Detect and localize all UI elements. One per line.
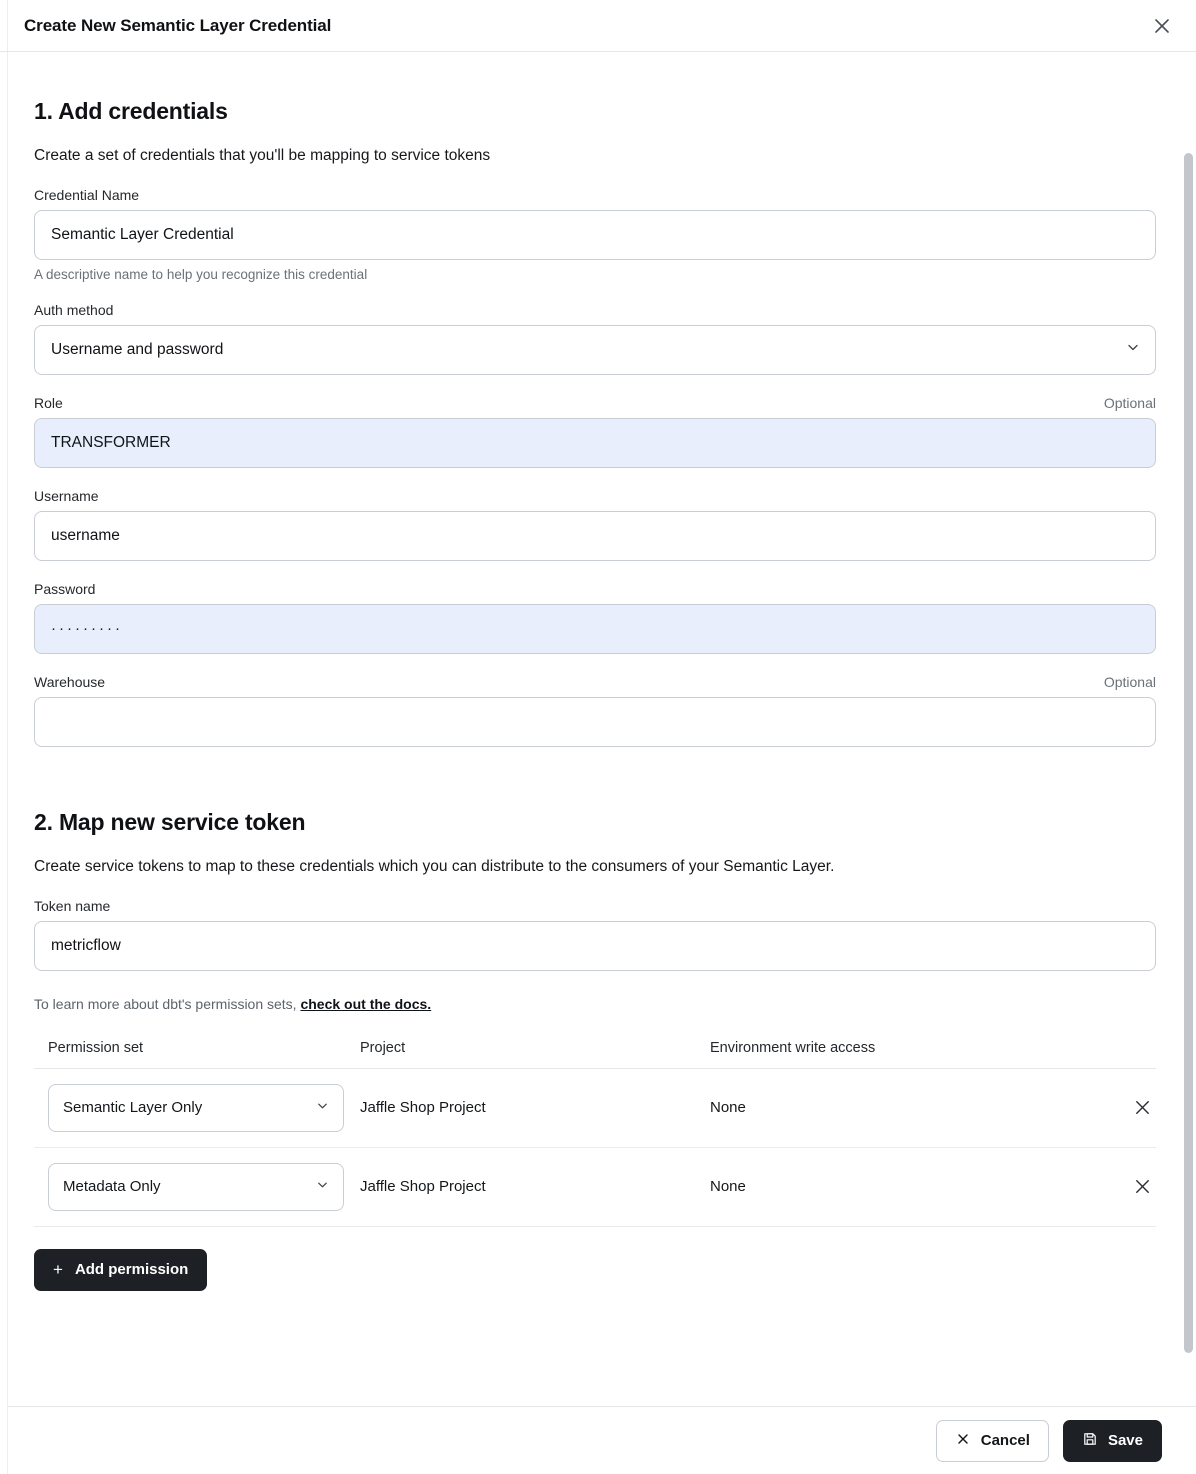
credential-name-label: Credential Name <box>34 186 140 203</box>
project-cell-row-2: Jaffle Shop Project <box>360 1147 710 1226</box>
password-label: Password <box>34 580 96 597</box>
remove-permission-row-1[interactable] <box>1128 1094 1156 1122</box>
table-row <box>34 1147 1156 1226</box>
modal-body <box>0 52 1196 1406</box>
env-access-cell-row-2: None <box>710 1147 1076 1226</box>
credential-name-input[interactable]: Semantic Layer Credential <box>34 210 1156 260</box>
chevron-down-icon <box>316 1178 329 1195</box>
chevron-down-icon <box>316 1099 329 1116</box>
password-input[interactable]: ········· <box>34 604 1156 654</box>
role-field <box>34 395 1156 468</box>
plus-icon: + <box>53 1259 63 1279</box>
save-label: Save <box>1107 1432 1143 1449</box>
column-header-environment-write-access: Environment write access <box>710 1030 1076 1069</box>
remove-permission-row-2[interactable] <box>1128 1173 1156 1201</box>
env-access-cell-row-1: None <box>710 1068 1076 1147</box>
token-name-field <box>34 898 1156 971</box>
permission-set-select-row-2[interactable] <box>48 1163 344 1211</box>
cancel-button[interactable] <box>936 1420 1049 1462</box>
close-icon <box>955 1431 971 1451</box>
warehouse-optional-tag: Optional <box>1103 673 1156 690</box>
section-1-heading: 1. Add credentials <box>34 98 228 124</box>
scrollbar-track[interactable] <box>1184 105 1193 1337</box>
section-2-description: Create service tokens to map to these credentials which you can distribute to the consumers of your Semantic Layer. <box>34 857 835 875</box>
username-field <box>34 488 1156 561</box>
token-name-input[interactable]: metricflow <box>34 921 1156 971</box>
column-header-project: Project <box>360 1030 710 1069</box>
docs-link[interactable]: check out the docs. <box>300 995 432 1012</box>
column-header-permission-set: Permission set <box>34 1030 360 1069</box>
auth-method-select[interactable]: Username and password <box>34 325 1156 375</box>
modal-footer <box>0 1406 1196 1474</box>
role-input[interactable]: TRANSFORMER <box>34 418 1156 468</box>
permission-set-value-row-2: Metadata Only <box>63 1178 161 1196</box>
close-icon[interactable] <box>1148 12 1176 40</box>
warehouse-label: Warehouse <box>34 673 106 690</box>
permission-set-value-row-1: Semantic Layer Only <box>63 1099 203 1117</box>
docs-line <box>34 996 1156 1012</box>
warehouse-field <box>34 674 1156 747</box>
save-button[interactable] <box>1063 1420 1162 1462</box>
section-1-description: Create a set of credentials that you'll be mapping to service tokens <box>34 147 491 164</box>
warehouse-input[interactable] <box>34 697 1156 747</box>
username-input[interactable]: username <box>34 511 1156 561</box>
scrollbar-thumb[interactable] <box>1184 153 1193 1353</box>
auth-method-field <box>34 302 1156 375</box>
permission-set-select-row-1[interactable] <box>48 1084 344 1132</box>
add-permission-button[interactable] <box>34 1249 207 1291</box>
cancel-label: Cancel <box>980 1432 1030 1449</box>
project-cell-row-1: Jaffle Shop Project <box>360 1068 710 1147</box>
credential-name-help: A descriptive name to help you recognize this credential <box>34 266 368 282</box>
docs-line-text: To learn more about dbt's permission sets, <box>34 995 297 1012</box>
table-row <box>34 1068 1156 1147</box>
permissions-table <box>34 1030 1156 1227</box>
add-permission-label: Add permission <box>74 1261 189 1279</box>
column-header-actions <box>1076 1030 1156 1069</box>
section-2-heading: 2. Map new service token <box>34 808 306 835</box>
page-title: Create New Semantic Layer Credential <box>24 15 332 35</box>
table-header-row <box>34 1030 1156 1069</box>
save-disk-icon <box>1082 1431 1098 1451</box>
credential-name-field <box>34 187 1156 282</box>
token-name-label: Token name <box>34 897 111 914</box>
password-field <box>34 581 1156 654</box>
role-label: Role <box>34 394 63 411</box>
auth-method-label: Auth method <box>34 301 114 318</box>
role-optional-tag: Optional <box>1103 394 1156 411</box>
modal-header <box>0 0 1196 52</box>
username-label: Username <box>34 487 99 504</box>
